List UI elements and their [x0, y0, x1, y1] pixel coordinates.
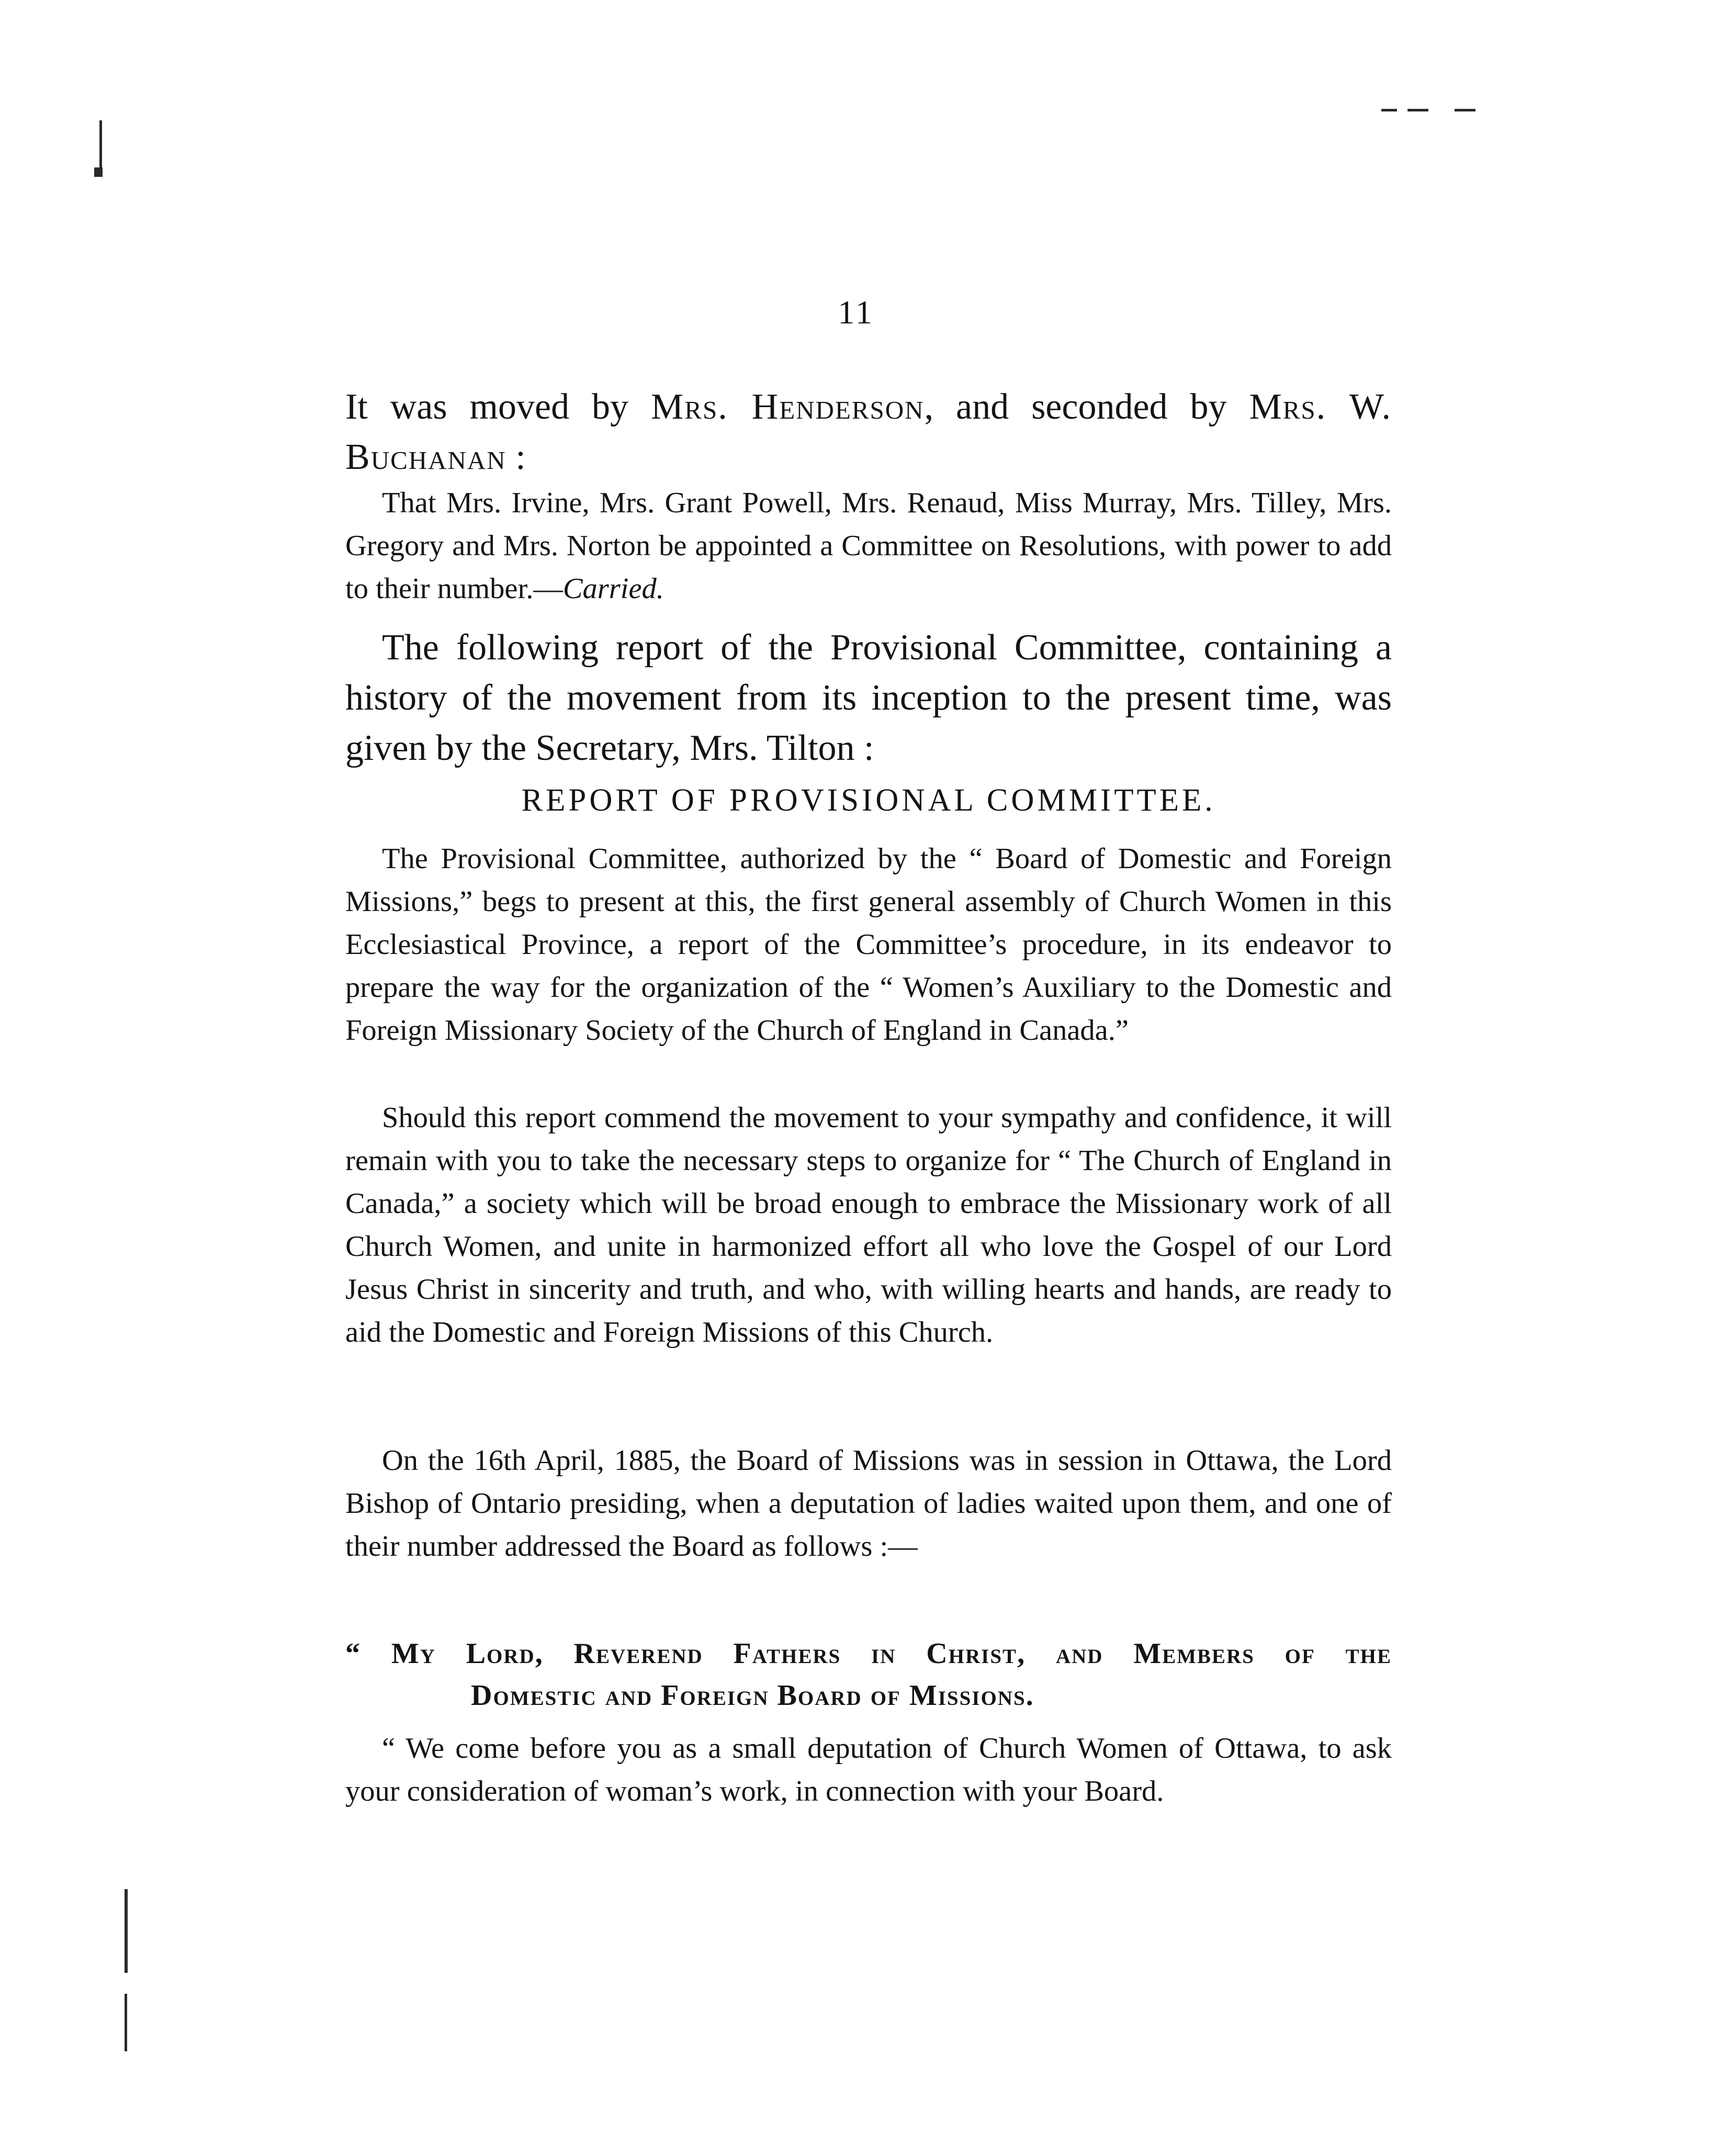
motion-intro: It was moved by — [345, 387, 629, 427]
seconder-name: Mrs. W. Buchanan — [345, 387, 1392, 477]
address-salutation-line-1: “ My Lord, Reverend Fathers in Christ, and Members of the — [345, 1637, 1392, 1670]
address-salutation-line-2: Domestic and Foreign Board of Missions. — [471, 1679, 1034, 1712]
motion-paragraph — [345, 382, 1392, 482]
report-paragraph-2: Should this report commend the movement to your sympathy and confidence, it will remain with you to take the necessary steps to organize for “ The Church of England in Canada,” a society which will be broad enough to embrace the Missionary work of all Church Women, and unite in harmonized effort all who love the Gospel of our Lord Jesus Christ in sincerity and truth, and who, with willing hearts and hands, are ready to aid the Domestic and Foreign Missions of this Church. — [345, 1102, 1392, 1349]
resolution-status: Carried. — [562, 572, 664, 605]
report-paragraph-3: On the 16th April, 1885, the Board of Missions was in session in Ottawa, the Lord Bishop of Ontario presiding, when a deputation of ladies waited upon them, and one of their number addressed the Board as follows :— — [345, 1444, 1392, 1563]
scan-edge-mark — [125, 1889, 128, 1973]
scan-edge-mark — [99, 120, 102, 173]
seconded-by-text: , and seconded by — [924, 387, 1227, 427]
scan-edge-mark — [1381, 109, 1397, 111]
scan-edge-mark — [1455, 109, 1476, 111]
page-number: 11 — [838, 294, 874, 331]
scan-edge-mark — [1407, 109, 1428, 111]
report-paragraph-4: “ We come before you as a small deputation of Church Women of Ottawa, to ask your consideration of woman’s work, in connection with your Board. — [345, 1732, 1392, 1807]
scan-edge-mark — [94, 167, 103, 177]
mover-name: Mrs. Henderson — [651, 387, 925, 427]
resolution-paragraph — [345, 481, 1392, 610]
report-intro-paragraph: The following report of the Provisional Committee, containing a history of the movement from its inception to the present time, was given by the Secretary, Mrs. Tilton : — [345, 627, 1392, 768]
resolution-text: That Mrs. Irvine, Mrs. Grant Powell, Mrs. Renaud, Miss Murray, Mrs. Tilley, Mrs. Gregory and Mrs. Norton be appointed a Committee on Resolutions, with power to add to their number.— — [345, 487, 1392, 605]
report-heading: REPORT OF PROVISIONAL COMMITTEE. — [521, 783, 1216, 818]
scan-edge-mark — [125, 1994, 127, 2051]
motion-colon: : — [506, 437, 526, 477]
report-paragraph-1: The Provisional Committee, authorized by the “ Board of Domestic and Foreign Missions,” begs to present at this, the first general assembly of Church Women in this Ecclesiastical Province, a report of the Committee’s procedure, in its endeavor to prepare the way for the organization of the “ Women’s Auxiliary to the Domestic and Foreign Missionary Society of the Church of England in Canada.” — [345, 843, 1392, 1047]
